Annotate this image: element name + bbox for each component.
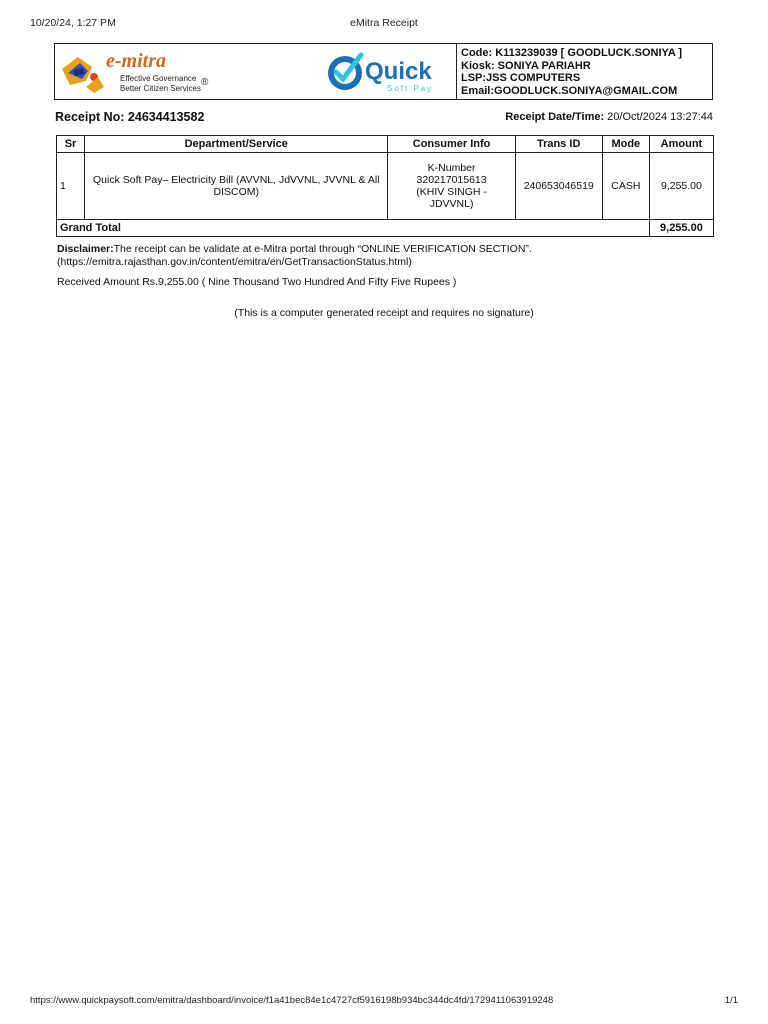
cell-consumer xyxy=(388,153,515,220)
consumer-line: K-Number xyxy=(427,162,476,174)
emitra-logo xyxy=(58,47,223,97)
header-amount: Amount xyxy=(649,136,713,153)
table-row xyxy=(57,153,714,220)
quick-soft-pay-logo xyxy=(325,47,450,97)
table-header-row xyxy=(57,136,714,153)
disclaimer-label: Disclaimer: xyxy=(57,243,114,255)
consumer-line: 320217015613 xyxy=(416,174,487,186)
disclaimer-text: The receipt can be validate at e-Mitra portal through “ONLINE VERIFICATION SECTION”. xyxy=(113,243,532,255)
disclaimer xyxy=(57,243,717,268)
header-consumer: Consumer Info xyxy=(388,136,515,153)
cell-trans-id: 240653046519 xyxy=(515,153,602,220)
receipt-table xyxy=(56,135,714,237)
receipt-number: Receipt No: 24634413582 xyxy=(55,110,205,124)
registered-mark: ® xyxy=(201,77,209,88)
print-footer xyxy=(30,995,738,1006)
kiosk-info xyxy=(461,47,682,97)
kiosk-code: Code: K113239039 [ GOODLUCK.SONIYA ] xyxy=(461,47,683,59)
header-mode: Mode xyxy=(602,136,649,153)
received-amount: Received Amount Rs.9,255.00 ( Nine Thousand Two Hundred And Fifty Five Rupees ) xyxy=(57,276,457,288)
print-title: eMitra Receipt xyxy=(350,17,418,29)
receipt-date xyxy=(505,111,713,123)
disclaimer-url: (https://emitra.rajasthan.gov.in/content/emitra/en/GetTransactionStatus.html) xyxy=(57,255,412,268)
grand-total-row xyxy=(57,220,714,237)
receipt-header-box xyxy=(54,43,713,100)
page-number: 1/1 xyxy=(724,995,738,1006)
emitra-tagline-1: Effective Governance xyxy=(120,74,197,83)
cell-mode: CASH xyxy=(602,153,649,220)
print-url: https://www.quickpaysoft.com/emitra/dashboard/invoice/f1a41bec84e1c4727cf5916198b934bc344dc4fd/1729411063919248 xyxy=(30,995,554,1006)
cell-service: Quick Soft Pay– Electricity Bill (AVVNL, JdVVNL, JVVNL & All DISCOM) xyxy=(85,153,388,220)
quick-subtitle: Soft Pay xyxy=(387,84,434,93)
header-divider xyxy=(456,44,457,99)
header-service: Department/Service xyxy=(85,136,388,153)
consumer-line: (KHIV SINGH - xyxy=(416,186,487,198)
emitra-wordmark: e-mitra xyxy=(106,50,166,72)
consumer-line: JDVVNL) xyxy=(429,198,474,210)
header-sr: Sr xyxy=(57,136,85,153)
receipt-line xyxy=(55,110,713,126)
grand-total-label: Grand Total xyxy=(57,220,650,237)
kiosk-name: Kiosk: SONIYA PARIAHR xyxy=(461,59,591,72)
kiosk-lsp: LSP:JSS COMPUTERS xyxy=(461,72,581,84)
cell-amount: 9,255.00 xyxy=(649,153,713,220)
quick-wordmark: Quick xyxy=(365,58,432,85)
cell-sr: 1 xyxy=(57,153,85,220)
receipt-date-value: 20/Oct/2024 13:27:44 xyxy=(604,111,713,123)
kiosk-email: Email:GOODLUCK.SONIYA@GMAIL.COM xyxy=(461,84,678,97)
grand-total-value: 9,255.00 xyxy=(649,220,713,237)
computer-generated-note: (This is a computer generated receipt and requires no signature) xyxy=(234,307,534,319)
emitra-tagline-2: Better Citizen Services xyxy=(120,84,201,93)
receipt-date-label: Receipt Date/Time: xyxy=(505,111,605,123)
print-datetime: 10/20/24, 1:27 PM xyxy=(30,17,116,29)
header-trans-id: Trans ID xyxy=(515,136,602,153)
